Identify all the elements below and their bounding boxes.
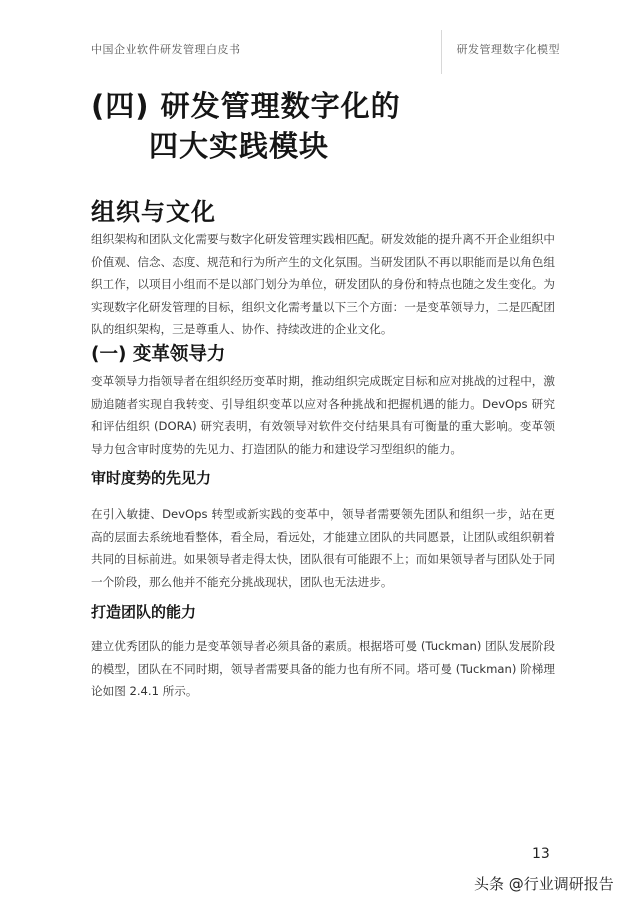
document-title: 中国企业软件研发管理白皮书 (91, 43, 241, 56)
chapter-title: 研发管理数字化模型 (456, 43, 560, 56)
watermark: 头条 @行业调研报告 (474, 875, 614, 893)
section-title: 组织与文化 (91, 198, 216, 226)
page-header (0, 0, 640, 74)
main-heading-line2: 四大实践模块 (149, 129, 330, 163)
leadership-paragraph: 变革领导力指领导者在组织经历变革时期，推动组织完成既定目标和应对挑战的过程中，激励追随者实现自我转变、引导组织变革以应对各种挑战和把握机遇的能力。DevOps 研究和评估组织 (DORA) 研究表明，有效领导对软件交付结果具有可衡量的重大影响。变革领导力包含审时度势的先见力、打造团队的能力和建设学习型组织的能力。 (91, 374, 555, 456)
header-divider (441, 30, 442, 74)
subsection-heading-leadership: (一) 变革领导力 (91, 344, 226, 365)
subsection-heading-foresight: 审时度势的先见力 (91, 469, 212, 487)
team-building-paragraph: 建立优秀团队的能力是变革领导者必须具备的素质。根据塔可曼 (Tuckman) 团队发展阶段的模型，团队在不同时期，领导者需要具备的能力也有所不同。塔可曼 (Tuckman) 阶梯理论如图 2.4.1 所示。 (91, 639, 555, 698)
main-heading (91, 86, 401, 166)
foresight-paragraph: 在引入敏捷、DevOps 转型或新实践的变革中，领导者需要领先团队和组织一步，站在更高的层面去系统地看整体，看全局，看远处，才能建立团队的共同愿景，让团队或组织朝着共同的目标前进。如果领导者走得太快，团队很有可能跟不上；而如果领导者与团队处于同一个阶段，那么他并不能充分挑战现状，团队也无法进步。 (91, 507, 555, 589)
section-intro-paragraph: 组织架构和团队文化需要与数字化研发管理实践相匹配。研发效能的提升离不开企业组织中价值观、信念、态度、规范和行为所产生的文化氛围。当研发团队不再以职能而是以角色组织工作，以项目小组而不是以部门划分为单位，研发团队的身份和特点也随之发生变化。为实现数字化研发管理的目标，组织文化需考量以下三个方面：一是变革领导力，二是匹配团队的组织架构，三是尊重人、协作、持续改进的企业文化。 (91, 232, 555, 336)
page-number: 13 (532, 846, 550, 862)
main-heading-line1: (四) 研发管理数字化的 (91, 89, 401, 123)
subsection-heading-team-building: 打造团队的能力 (91, 603, 197, 621)
